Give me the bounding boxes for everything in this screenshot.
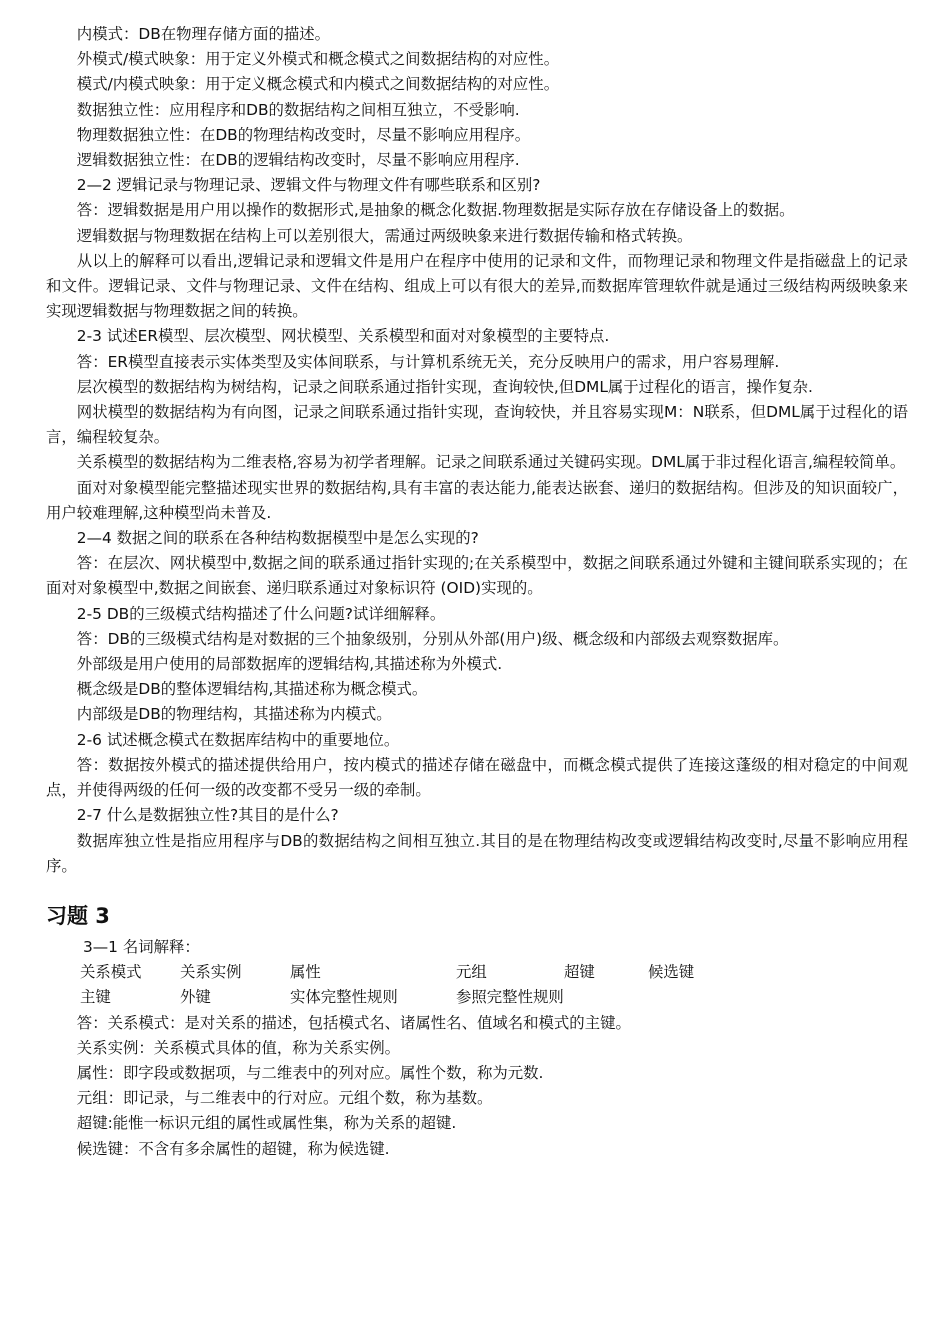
question-2-5: 2-5 DB的三级模式结构描述了什么问题?试详细解释。 bbox=[76, 604, 446, 623]
answer-paragraph: 答：在层次、网状模型中,数据之间的联系通过指针实现的;在关系模型中，数据之间联系通过外键和主键间联系实现的；在面对对象模型中,数据之间嵌套、递归联系通过对象标识符 (OID)实现的。 bbox=[46, 554, 908, 598]
answer-paragraph: 答：关系模式：是对关系的描述，包括模式名、诸属性名、值域名和模式的主键。 bbox=[76, 1013, 631, 1032]
answer-paragraph: 答：数据按外模式的描述提供给用户，按内模式的描述存储在磁盘中，而概念模式提供了连接这蓬级的相对稳定的中间观点，并使得两级的任何一级的改变都不受另一级的牵制。 bbox=[46, 755, 908, 800]
definition: 超键:能惟一标识元组的属性或属性集，称为关系的超键. bbox=[76, 1114, 457, 1133]
paragraph: 外部级是用户使用的局部数据库的逻辑结构,其描述称为外模式. bbox=[76, 655, 503, 674]
answer-paragraph: 答：ER模型直接表示实体类型及实体间联系，与计算机系统无关，充分反映用户的需求，用户容易理解. bbox=[76, 352, 780, 371]
definition: 属性：即字段或数据项，与二维表中的列对应。属性个数，称为元数. bbox=[76, 1063, 544, 1082]
definition: 候选键：不含有多余属性的超键，称为候选键. bbox=[76, 1139, 390, 1158]
paragraph: 逻辑数据独立性：在DB的逻辑结构改变时，尽量不影响应用程序. bbox=[76, 151, 520, 170]
paragraph: 网状模型的数据结构为有向图，记录之间联系通过指针实现，查询较快，并且容易实现M：N联系，但DML属于过程化的语言，编程较复杂。 bbox=[46, 403, 908, 447]
paragraph: 关系模型的数据结构为二维表格,容易为初学者理解。记录之间联系通过关键码实现。DML属于非过程化语言,编程较简单。 bbox=[76, 453, 906, 472]
term: 属性 bbox=[290, 963, 321, 982]
paragraph: 概念级是DB的整体逻辑结构,其描述称为概念模式。 bbox=[76, 680, 428, 699]
term: 实体完整性规则 bbox=[290, 988, 398, 1007]
definition: 元组：即记录，与二维表中的行对应。元组个数，称为基数。 bbox=[76, 1089, 493, 1108]
question-2-4: 2—4 数据之间的联系在各种结构数据模型中是怎么实现的? bbox=[76, 529, 479, 548]
paragraph: 数据独立性：应用程序和DB的数据结构之间相互独立，不受影响. bbox=[76, 100, 520, 119]
question-2-6: 2-6 试述概念模式在数据库结构中的重要地位。 bbox=[76, 730, 400, 749]
paragraph: 物理数据独立性：在DB的物理结构改变时，尽量不影响应用程序。 bbox=[76, 125, 531, 144]
section-heading: 习题 3 bbox=[46, 903, 110, 928]
document-body bbox=[46, 22, 908, 1162]
term: 超键 bbox=[564, 963, 595, 982]
paragraph: 内部级是DB的物理结构，其描述称为内模式。 bbox=[76, 705, 392, 724]
term: 元组 bbox=[456, 963, 487, 982]
question-2-7: 2-7 什么是数据独立性?其目的是什么? bbox=[76, 806, 339, 825]
question-2-3: 2-3 试述ER模型、层次模型、网状模型、关系模型和面对对象模型的主要特点. bbox=[76, 327, 610, 346]
paragraph: 外模式/模式映象：用于定义外模式和概念模式之间数据结构的对应性。 bbox=[76, 50, 560, 69]
term: 外键 bbox=[180, 988, 211, 1007]
term: 关系实例 bbox=[180, 963, 242, 982]
question-3-1: 3—1 名词解释： bbox=[82, 937, 200, 956]
paragraph: 逻辑数据与物理数据在结构上可以差别很大，需通过两级映象来进行数据传输和格式转换。 bbox=[76, 226, 693, 245]
term: 候选键 bbox=[648, 963, 695, 982]
answer-paragraph: 数据库独立性是指应用程序与DB的数据结构之间相互独立.其目的是在物理结构改变或逻辑结构改变时,尽量不影响应用程序。 bbox=[46, 831, 908, 875]
term: 关系模式 bbox=[80, 963, 142, 982]
paragraph: 层次模型的数据结构为树结构，记录之间联系通过指针实现，查询较快,但DML属于过程化的语言，操作复杂. bbox=[76, 377, 813, 396]
definition: 关系实例：关系模式具体的值，称为关系实例。 bbox=[76, 1038, 401, 1057]
paragraph: 从以上的解释可以看出,逻辑记录和逻辑文件是用户在程序中使用的记录和文件，而物理记录和物理文件是指磁盘上的记录和文件。逻辑记录、文件与物理记录、文件在结构、组成上可以有很大的差异,而数据库管理软件就是通过三级结构两级映象来实现逻辑数据与物理数据之间的转换。 bbox=[46, 251, 908, 321]
answer-paragraph: 答：DB的三级模式结构是对数据的三个抽象级别，分别从外部(用户)级、概念级和内部级去观察数据库。 bbox=[76, 629, 789, 648]
question-2-2: 2—2 逻辑记录与物理记录、逻辑文件与物理文件有哪些联系和区别? bbox=[76, 176, 541, 195]
term: 主键 bbox=[80, 988, 111, 1007]
paragraph: 模式/内模式映象：用于定义概念模式和内模式之间数据结构的对应性。 bbox=[76, 75, 560, 94]
term: 参照完整性规则 bbox=[456, 988, 564, 1007]
term-list bbox=[80, 960, 908, 1010]
paragraph: 面对对象模型能完整描述现实世界的数据结构,具有丰富的表达能力,能表达嵌套、递归的数据结构。但涉及的知识面较广，用户较难理解,这种模型尚未普及. bbox=[46, 478, 908, 522]
paragraph: 内模式：DB在物理存储方面的描述。 bbox=[76, 25, 331, 43]
answer-paragraph: 答：逻辑数据是用户用以操作的数据形式,是抽象的概念化数据.物理数据是实际存放在存储设备上的数据。 bbox=[76, 201, 795, 220]
